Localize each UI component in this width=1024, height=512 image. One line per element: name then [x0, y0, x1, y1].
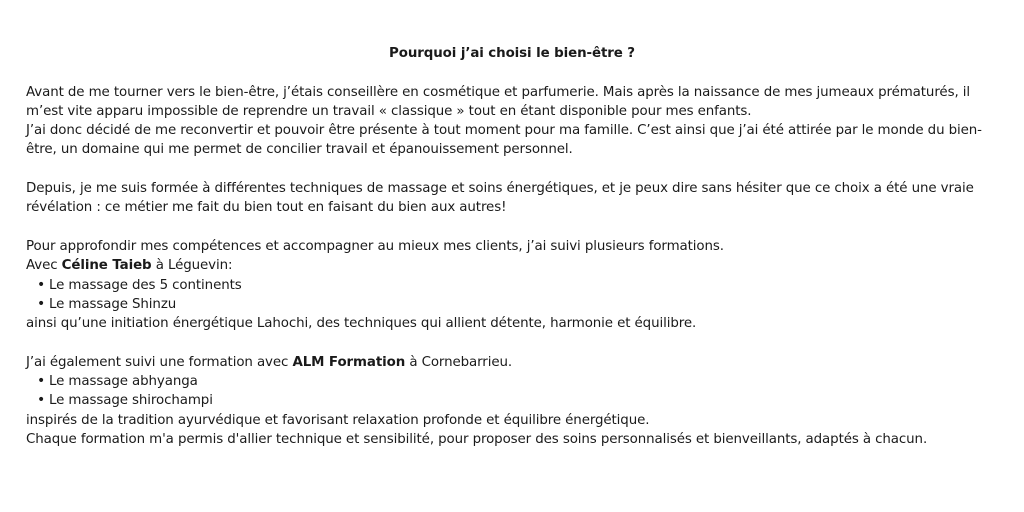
trainer2-suffix: à Cornebarrieu.: [405, 354, 513, 370]
trainer2-list: [26, 372, 998, 411]
intro-paragraph-1: Avant de me tourner vers le bien-être, j’étais conseillère en cosmétique et parfumerie. Mais après la naissance de mes jumeaux prématurés, il m’est vite apparu impossible de reprendre un travail « classique » tout en étant disponible pour mes enfants.: [26, 84, 971, 119]
trainer2-prefix: J’ai également suivi une formation avec: [26, 354, 293, 370]
page-title: Pourquoi j’ai choisi le bien-être ?: [389, 46, 635, 61]
trainer1-list: [26, 276, 998, 315]
list-item: • Le massage des 5 continents: [49, 276, 998, 295]
spacer: [26, 160, 998, 179]
trainer1-suffix: à Léguevin:: [151, 258, 233, 274]
trainer1-name: Céline Taieb: [61, 258, 152, 274]
spacer: [26, 333, 998, 352]
spacer: [26, 218, 998, 237]
list-item: • Le massage shirochampi: [49, 391, 998, 410]
formations-intro: Pour approfondir mes compétences et accompagner au mieux mes clients, j’ai suivi plusieurs formations.: [26, 238, 724, 254]
trainer1-line: [26, 256, 998, 275]
intro-paragraph-2: J’ai donc décidé de me reconvertir et pouvoir être présente à tout moment pour ma famille. C’est ainsi que j’ai été attirée par le monde du bien-être, un domaine qui me permet de concilier travail et épanouissement personnel.: [26, 123, 982, 158]
list-item: • Le massage abhyanga: [49, 372, 998, 391]
list-item: • Le massage Shinzu: [49, 295, 998, 314]
trainer1-outro: ainsi qu’une initiation énergétique Lahochi, des techniques qui allient détente, harmonie et équilibre.: [26, 316, 697, 332]
closing-paragraph: Chaque formation m'a permis d'allier technique et sensibilité, pour proposer des soins personnalisés et bienveillants, adaptés à chacun.: [26, 431, 928, 447]
training-paragraph: Depuis, je me suis formée à différentes techniques de massage et soins énergétiques, et je peux dire sans hésiter que ce choix a été une vraie révélation : ce métier me fait du bien tout en faisant du bien aux autres!: [26, 181, 974, 216]
trainer2-name: ALM Formation: [292, 354, 406, 370]
trainer2-line: [26, 353, 998, 372]
trainer1-prefix: Avec: [26, 258, 62, 274]
trainer2-outro: inspirés de la tradition ayurvédique et favorisant relaxation profonde et équilibre énergétique.: [26, 412, 650, 428]
